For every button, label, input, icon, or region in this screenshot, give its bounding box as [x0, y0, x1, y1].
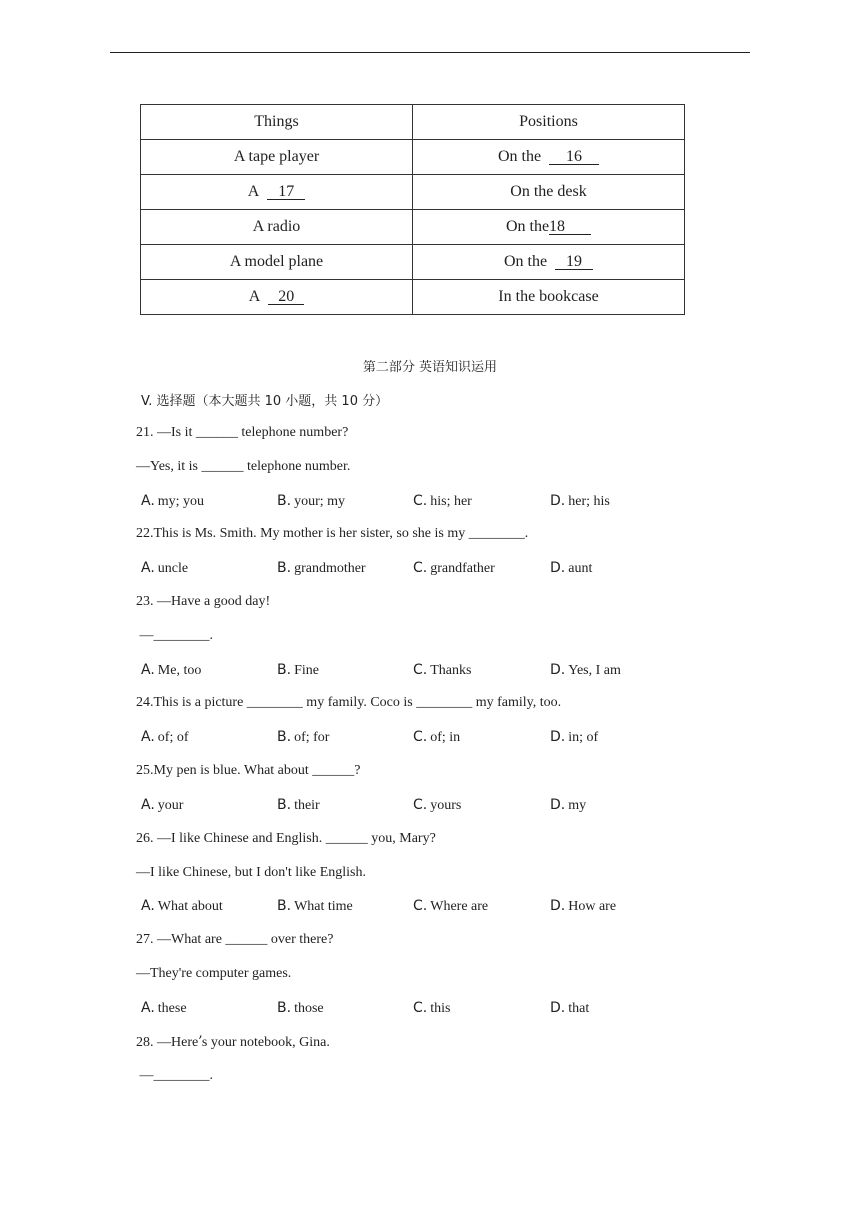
header-rule: [110, 52, 750, 53]
question-line: —Yes, it is ______ telephone number.: [136, 459, 351, 474]
table-row: [141, 280, 685, 315]
position-cell: On the desk: [413, 175, 685, 210]
option-a[interactable]: A. uncle: [141, 560, 189, 576]
answer-blank: 19: [555, 254, 593, 270]
position-cell: [413, 245, 685, 280]
table-row: [141, 175, 685, 210]
question-line: 26. —I like Chinese and English. ______ you, Mary?: [136, 831, 436, 846]
question-line: 27. —What are ______ over there?: [136, 932, 334, 947]
option-d[interactable]: D. Yes, I am: [550, 662, 621, 678]
option-b[interactable]: B. of; for: [277, 729, 330, 745]
question-line: 28. —Here՚s your notebook, Gina.: [136, 1035, 330, 1050]
option-b[interactable]: B. grandmother: [277, 560, 366, 576]
position-cell: [413, 210, 685, 245]
thing-cell: [141, 175, 413, 210]
thing-cell: A tape player: [141, 140, 413, 175]
thing-cell: A model plane: [141, 245, 413, 280]
option-c[interactable]: C. his; her: [413, 493, 472, 509]
position-prefix: On the: [497, 148, 542, 165]
options-row: [141, 898, 701, 918]
position-cell: In the bookcase: [413, 280, 685, 315]
option-d[interactable]: D. her; his: [550, 493, 610, 509]
question-line: 23. —Have a good day!: [136, 594, 271, 609]
options-row: [141, 729, 701, 749]
things-positions-table: [140, 104, 685, 315]
position-prefix: On the: [505, 218, 550, 235]
thing-cell: A radio: [141, 210, 413, 245]
position-prefix: On the: [503, 253, 548, 270]
option-d[interactable]: D. How are: [550, 898, 617, 914]
option-b[interactable]: B. their: [277, 797, 320, 813]
option-c[interactable]: C. grandfather: [413, 560, 495, 576]
option-a[interactable]: A. Me, too: [141, 662, 202, 678]
question-line: —________.: [136, 628, 213, 643]
option-a[interactable]: A. my; you: [141, 493, 205, 509]
table-row: [141, 245, 685, 280]
options-row: [141, 662, 701, 682]
answer-blank: 16: [549, 149, 599, 165]
option-c[interactable]: C. yours: [413, 797, 462, 813]
part-title: 第二部分 英语知识运用: [362, 360, 498, 375]
option-d[interactable]: D. that: [550, 1000, 590, 1016]
option-b[interactable]: B. your; my: [277, 493, 346, 509]
options-row: [141, 1000, 701, 1020]
option-b[interactable]: B. Fine: [277, 662, 319, 678]
question-line: 24.This is a picture ________ my family. Coco is ________ my family, too.: [136, 695, 562, 710]
section-title: V. 选择题（本大题共 10 小题，共 10 分）: [141, 394, 389, 409]
options-row: [141, 493, 701, 513]
table-header-row: [141, 105, 685, 140]
options-row: [141, 797, 701, 817]
option-b[interactable]: B. those: [277, 1000, 324, 1016]
question-line: 25.My pen is blue. What about ______?: [136, 763, 361, 778]
table-header-cell: Positions: [413, 105, 685, 140]
answer-blank: 18: [549, 219, 591, 235]
option-a[interactable]: A. What about: [141, 898, 223, 914]
option-b[interactable]: B. What time: [277, 898, 353, 914]
table-header-cell: Things: [141, 105, 413, 140]
question-line: —They're computer games.: [136, 966, 292, 981]
answer-blank: 20: [268, 289, 304, 305]
question-line: —________.: [136, 1068, 213, 1083]
answer-blank: 17: [267, 184, 305, 200]
option-d[interactable]: D. in; of: [550, 729, 599, 745]
option-c[interactable]: C. of; in: [413, 729, 461, 745]
table-row: [141, 140, 685, 175]
position-cell: [413, 140, 685, 175]
question-line: 22.This is Ms. Smith. My mother is her sister, so she is my ________.: [136, 526, 529, 541]
thing-cell: [141, 280, 413, 315]
question-line: 21. —Is it ______ telephone number?: [136, 425, 349, 440]
thing-prefix: A: [247, 183, 260, 200]
table-row: [141, 210, 685, 245]
option-d[interactable]: D. my: [550, 797, 587, 813]
thing-prefix: A: [248, 288, 261, 305]
options-row: [141, 560, 701, 580]
option-d[interactable]: D. aunt: [550, 560, 593, 576]
option-c[interactable]: C. Thanks: [413, 662, 472, 678]
option-a[interactable]: A. your: [141, 797, 184, 813]
option-a[interactable]: A. of; of: [141, 729, 189, 745]
option-c[interactable]: C. Where are: [413, 898, 489, 914]
option-a[interactable]: A. these: [141, 1000, 187, 1016]
question-line: —I like Chinese, but I don't like English.: [136, 865, 366, 880]
option-c[interactable]: C. this: [413, 1000, 451, 1016]
